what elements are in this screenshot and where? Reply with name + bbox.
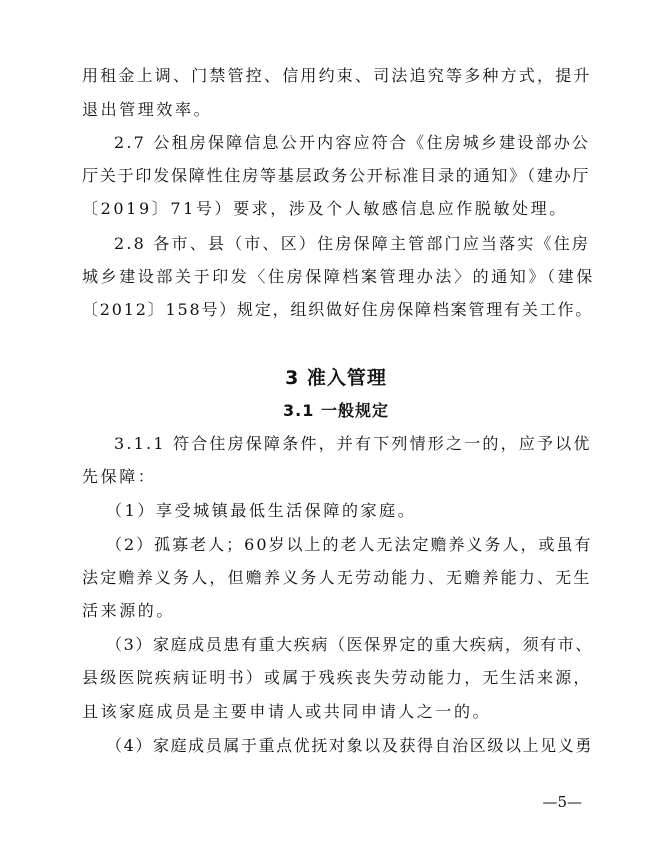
clause-3-1-1-line: 3.1.1 符合住房保障条件，并有下列情形之一的，应予以优 [114,434,592,453]
body-text-line: 〔2019〕71号）要求，涉及个人敏感信息应作脱敏处理。 [82,199,568,218]
clause-2-7-line: 2.7 公租房保障信息公开内容应符合《住房城乡建设部办公 [114,133,591,152]
body-text-line: 法定赡养义务人，但赡养义务人无劳动能力、无赡养能力、无生 [82,568,592,587]
page-number: —5— [542,793,582,811]
list-item-1: （1）享受城镇最低生活保障的家庭。 [106,501,417,520]
body-text-line: 厅关于印发保障性住房等基层政务公开标准目录的通知》（建办厅 [82,166,591,185]
section-heading: 3 准入管理 [285,367,387,389]
body-text-line: 县级医院疾病证明书）或属于残疾丧失劳动能力，无生活来源， [82,668,592,687]
body-text-line: 〔2012〕158号）规定，组织做好住房保障档案管理有关工作。 [82,300,594,319]
body-text-line: 先保障： [82,467,157,486]
list-item-4: （4）家庭成员属于重点优抚对象以及获得自治区级以上见义勇 [106,736,593,755]
body-text-line: 用租金上调、门禁管控、信用约束、司法追究等多种方式，提升 [82,66,592,85]
list-item-2: （2）孤寡老人；60岁以上的老人无法定赡养义务人，或虽有 [106,535,593,554]
body-text-line: 且该家庭成员是主要申请人或共同申请人之一的。 [82,702,492,721]
body-text-line: 退出管理效率。 [82,100,213,119]
list-item-3: （3）家庭成员患有重大疾病（医保界定的重大疾病，须有市、 [106,635,593,654]
subsection-heading: 3.1 一般规定 [283,401,389,420]
clause-2-8-line: 2.8 各市、县（市、区）住房保障主管部门应当落实《住房 [114,234,591,253]
body-text-line: 城乡建设部关于印发〈住房保障档案管理办法〉的通知》（建保 [82,267,595,286]
body-text-line: 活来源的。 [82,601,176,620]
